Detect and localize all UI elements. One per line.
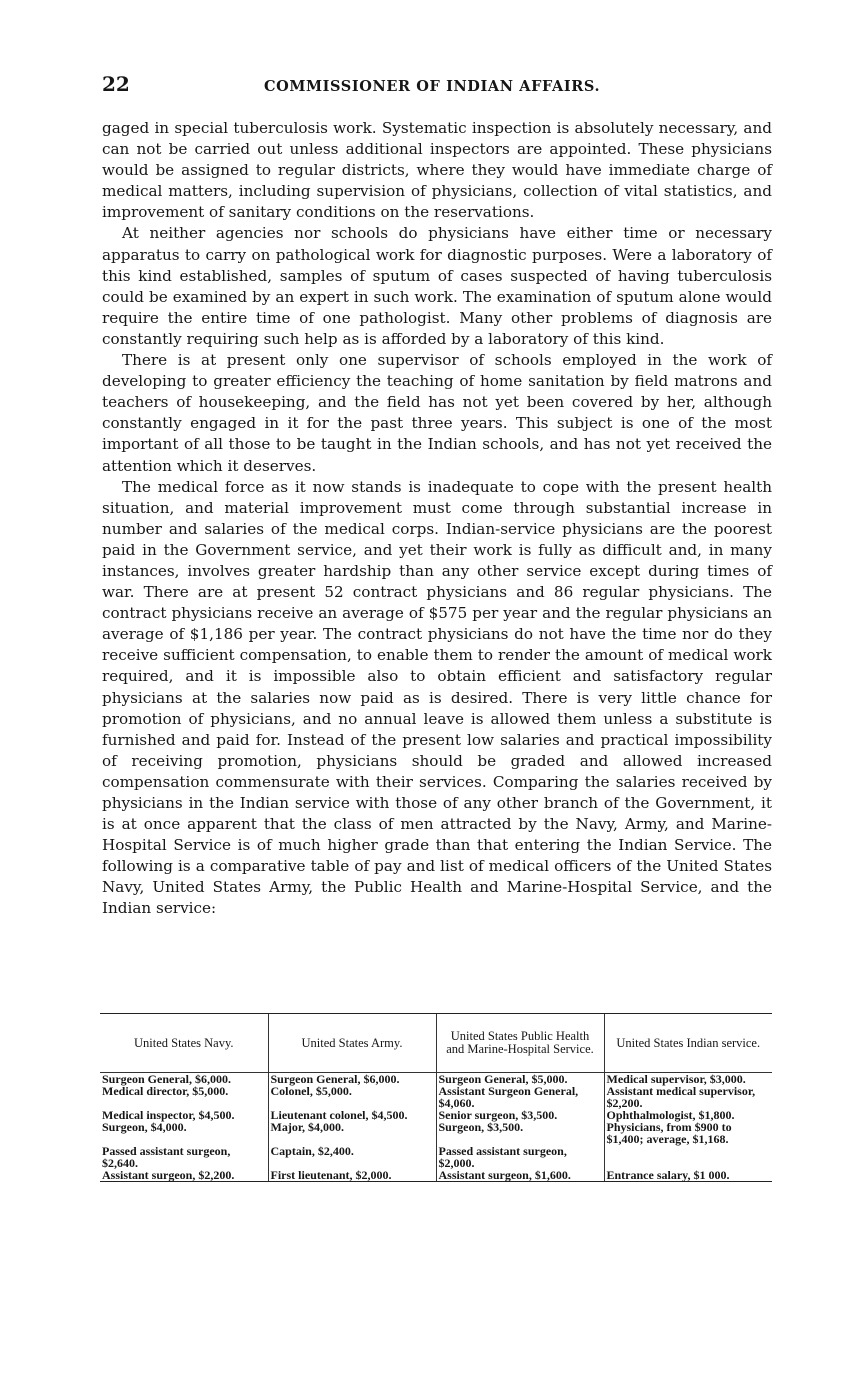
table-cell: Surgeon General, $5,000. Assistant Surgeon General, $4,060. <box>436 1073 604 1110</box>
page-header <box>100 72 772 102</box>
paragraph: The medical force as it now stands is inadequate to cope with the present health situation, and material improvement must come through substantial increase in number and salaries of the medical corps. Indian-service physicians are the poorest paid in the Government service, and yet their work is fully as difficult and, in many instances, involves greater hardship than any other service except during times of war. There are at present 52 contract physicians and 86 regular physicians. The contract physicians receive an average of $575 per year and the regular physicians an average of $1,186 per year. The contract physicians do not have the time nor do they receive sufficient compensation, to enable them to render the amount of medical work required, and it is impossible also to obtain efficient and satisfactory regular physicians at the salaries now paid as is desired. There is very little chance for promotion of physicians, and no annual leave is allowed them unless a substitute is furnished and paid for. Instead of the present low salaries and practical impossibility of receiving promotion, physicians should be graded and allowed increased compensation commensurate with their services. Comparing the salaries received by physicians in the Indian service with those of any other branch of the Government, it is at once apparent that the class of men attracted by the Navy, Army, and Marine-Hospital Service is of much higher grade than that entering the Indian Service. The following is a comparative table of pay and list of medical officers of the United States Navy, United States Army, the Public Health and Marine-Hospital Service, and the Indian service: <box>102 477 772 918</box>
table-row <box>100 1169 772 1181</box>
table-header-row <box>100 1014 772 1073</box>
table-cell: First lieutenant, $2,000. <box>268 1169 436 1181</box>
column-header-navy: United States Navy. <box>100 1014 268 1073</box>
table-row <box>100 1073 772 1110</box>
table-cell: Entrance salary, $1 000. <box>604 1169 772 1181</box>
body-text <box>102 118 772 920</box>
table-row <box>100 1145 772 1169</box>
column-header-indian: United States Indian service. <box>604 1014 772 1073</box>
table-cell: Ophthalmologist, $1,800. Physicians, from $900 to $1,400; average, $1,168. <box>604 1109 772 1145</box>
paragraph: At neither agencies nor schools do physicians have either time or necessary apparatus to carry on pathological work for diagnostic purposes. Were a laboratory of this kind established, samples of sputum of cases suspected of having tuberculosis could be examined by an expert in such work. The examination of sputum alone would require the entire time of one pathologist. Many other problems of diagnosis are constantly requiring such help as is afforded by a laboratory of this kind. <box>102 224 772 348</box>
paragraph: gaged in special tuberculosis work. Systematic inspection is absolutely necessary, and can not be carried out unless additional inspectors are appointed. These physicians would be assigned to regular districts, where they would have immediate charge of medical matters, including supervision of physicians, collection of vital statistics, and improvement of sanitary conditions on the reservations. <box>102 119 772 222</box>
table-cell: Surgeon General, $6,000. Colonel, $5,000. <box>268 1073 436 1110</box>
table-cell: Passed assistant surgeon, $2,640. <box>102 1144 231 1170</box>
table-cell: Passed assistant surgeon, $2,000. <box>436 1145 604 1169</box>
table-cell: Medical inspector, $4,500. Surgeon, $4,000. <box>102 1108 235 1134</box>
running-title: COMMISSIONER OF INDIAN AFFAIRS. <box>264 78 601 95</box>
column-header-public-health: United States Public Health and Marine-Hospital Service. <box>436 1014 604 1073</box>
table-row <box>100 1109 772 1145</box>
table-cell <box>604 1145 772 1169</box>
table-cell: Senior surgeon, $3,500. Surgeon, $3,500. <box>436 1109 604 1145</box>
table-cell: Assistant surgeon, $1,600. <box>436 1169 604 1181</box>
column-header-army: United States Army. <box>268 1014 436 1073</box>
paragraph: There is at present only one supervisor of schools employed in the work of developing to greater efficiency the teaching of home sanitation by field matrons and teachers of housekeeping, and the field has not yet been covered by her, although constantly engaged in it for the past three years. This subject is one of the most important of all those to be taught in the Indian schools, and has not yet received the attention which it deserves. <box>102 351 772 475</box>
table-cell: Assistant surgeon, $2,200. <box>102 1168 235 1182</box>
pay-comparison-table <box>100 1013 772 1182</box>
table-cell: Medical supervisor, $3,000. Assistant medical supervisor, $2,200. <box>604 1073 772 1110</box>
page-number: 22 <box>102 72 130 96</box>
table-cell: Lieutenant colonel, $4,500. Major, $4,000. <box>268 1109 436 1145</box>
table-cell: Captain, $2,400. <box>268 1145 436 1169</box>
table-cell: Surgeon General, $6,000. Medical director, $5,000. <box>102 1072 231 1098</box>
